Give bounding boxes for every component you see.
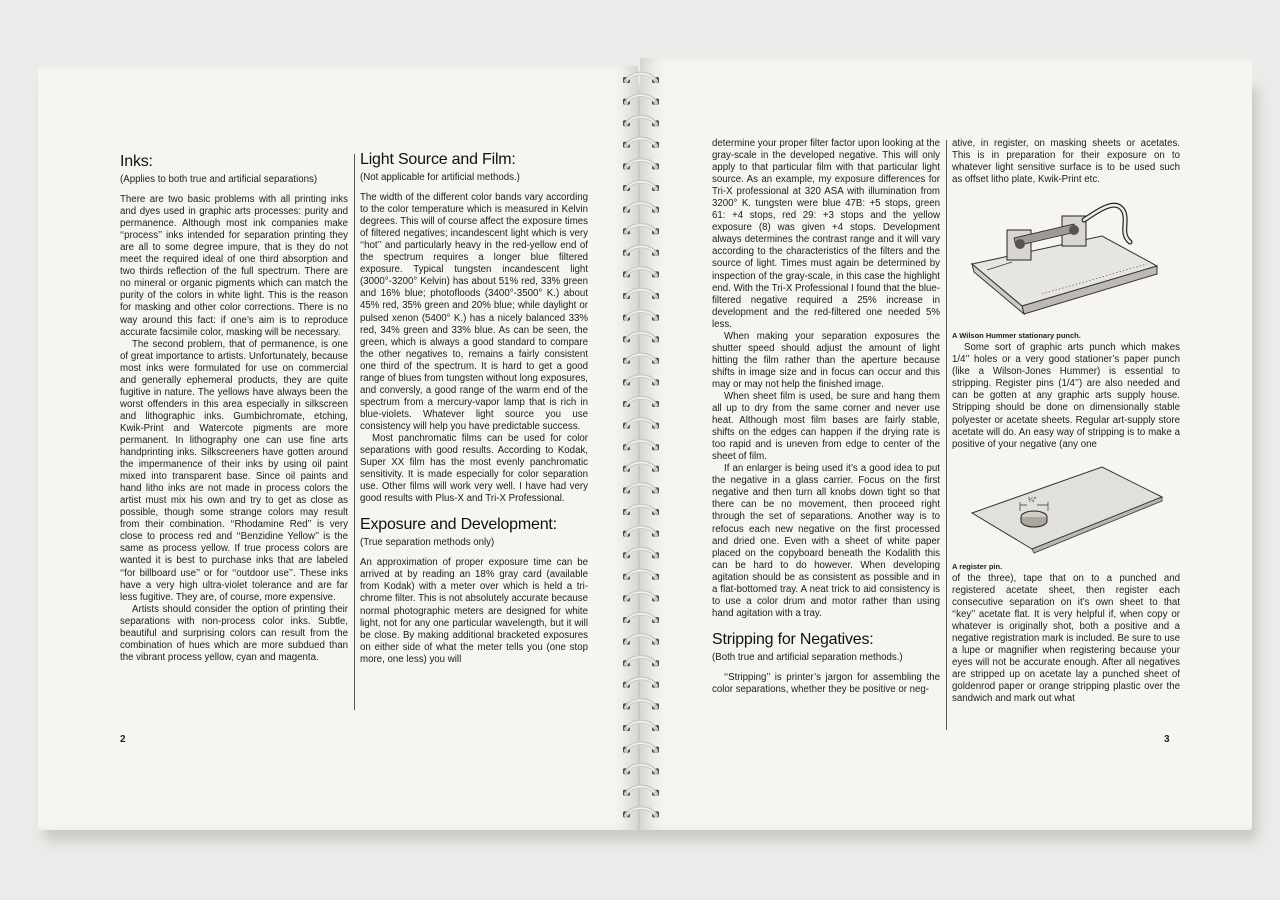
wilson-hummer-punch-illustration xyxy=(952,194,1180,324)
stripping-paragraph-1: ‘‘Stripping’’ is printer’s jargon for assembling the color separations, whether they be positive or neg- xyxy=(712,671,940,695)
light-source-subheading: (Not applicable for artificial methods.) xyxy=(360,172,520,183)
exposure-continued-paragraph-1: determine your proper filter factor upon looking at the gray-scale in the developed negative. This will only apply to that particular film with that particular light source. As an example, my exposure differences for Tri-X professional at 320 ASA with illumination from 3200° K. tungsten were blue 47B: +5 stops, green 61: +4 stops, red 29: +3 stops and the yellow exposure (8) was given +4 stops. Development always determines the contrast range and it will vary according to the characteristics of the filters and the source of light. Times must again be determined by inspection of the gray-scale, in this case the highlight end. With the Tri-X Professional I found that the blue-filtered negative required a 25% increase in development and the red-filtered one needed 5% less. xyxy=(712,138,940,330)
light-source-paragraph-2: Most panchromatic films can be used for color separations with good results. According to Kodak, Super XX film has the most evenly panchromatic sensitivity. It is made especially for color separation use. Other films will work very well. I have had very good results with Plus-X and Tri-X Professional. xyxy=(360,432,588,505)
stripping-heading: Stripping for Negatives: xyxy=(712,630,874,648)
exposure-paragraph-1: An approximation of proper exposure time can be arrived at by reading an 18% gray card (available from Kodak) with a meter over which is held a tri-chrome filter. This is not absolutely accurate because normal photographic meters are designed for white light, not for any one particular wavelength, but it will be close. By making additional bracketed exposures on either side of what the meter tells you (one stop more, one less) you will xyxy=(360,557,588,665)
column-rule-right xyxy=(946,140,947,730)
stripping-paragraph-bottom: of the three), tape that on to a punched and registered acetate sheet, then register each consecutive separation on it’s own sheet to that ‘‘key’’ acetate flat. It is very helpful if, when copy or whatever is originally shot, both a positive and a negative registration mark is included. Be sure to use a lupe or magnifier when registering because your eyes will not be accurate enough. After all negatives are stripped up on acetate lay a punched sheet of goldenrod paper or orange stripping plastic over the sandwich and mark out what xyxy=(952,572,1180,705)
stripping-subheading: (Both true and artificial separation methods.) xyxy=(712,651,903,663)
inks-paragraph-2: The second problem, that of permanence, is one of great importance to artists. Unfortunately, because most inks were formulated for use on commercial and generally ephemeral products, they are quite fugitive in nature. The yellows have always been the worst offenders in this area especially in silkscreen and lithographic inks. Gumbichromate, etching, Kwik-Print and Watercote pigments are more permanent. In lithography one can use fine arts handprinting inks. Silkscreeners have gotten around the impermanence of their inks by using oil paint mixed into transparent base. Since oil paints and hand litho inks are not made in process colors the artist must mix his own and try to get as close as possible, though some strange colors may result from their combination. ‘‘Rhodamine Red’’ is very close to process red and ‘‘Benzidine Yellow’’ is the same as process yellow. If true process colors are wanted it is best to purchase inks that are labeled ‘‘for billboard use’’ or for ‘‘outdoor use’’. These inks have a very high ultra-violet tolerance and are far less fugitive. They are, of course, more expensive. xyxy=(120,338,348,603)
page-number-right: 3 xyxy=(1164,734,1170,745)
right-page xyxy=(640,58,1252,830)
inks-paragraph-3: Artists should consider the option of printing their separations with non-process color inks. Subtle, beautiful and surprising colors can result from the combination of hues which are more subdued than the vibrant process yellow, cyan and magenta. xyxy=(120,603,348,663)
inks-paragraph-1: There are two basic problems with all printing inks and dyes used in graphic arts processes: purity and permanence. Although most ink companies make ‘‘process’’ inks intended for separation printing they are all to some degree impure, that is they do not meet the required ideal of one third absorption and two thirds reflection of the full spectrum. There are no mineral or organic pigments which can match the purity of the colors in white light. This is the reason for masking and other color corrections. There is no way around this fact: if one’s aim is to reproduce accurate facsimile color, masking will be necessary. xyxy=(120,194,348,338)
inks-column xyxy=(120,152,348,664)
register-pin-illustration xyxy=(952,461,1180,557)
light-source-paragraph-1: The width of the different color bands vary according to the color temperature which is measured in Kelvin degrees. This will of course affect the exposure times of filtered negatives; incandescent light which is very ‘‘hot’’ and particularly heavy in the red-yellow end of the spectrum requires a longer blue filtered exposure. Typical tungsten incandescent light (3000°-3200° Kelvin) has about 51% red, 33% green and 16% blue; photofloods (3400°-3500° K.) about 45% red, 35% green and 20% blue; while daylight or pulsed xenon (5400° K.) has a nicely balanced 33% red, 34% green and 33% blue. As can be seen, the green, which is always a good standard to compare the other negatives to, remains a fairly consistent one third of the spectrum. It is hard to get a good range of blues from tungsten without long exposures, and conversly, a good range of the warm end of the spectrum from a mercury-vapor lamp that is rich in blue-violets. Whatever light source you use consistency will help you have predictable success. xyxy=(360,192,588,432)
exposure-subheading: (True separation methods only) xyxy=(360,537,495,549)
exposure-continued-paragraph-2: When making your separation exposures the shutter speed should adjust the amount of light hitting the film rather than the aperture because shifts in image size and in focus can occur and this may or may not help the finished image. xyxy=(712,330,940,390)
spiral-binding xyxy=(618,70,664,830)
exposure-heading: Exposure and Development: xyxy=(360,516,557,534)
register-pin-caption: A register pin. xyxy=(952,561,1003,571)
pin-size-label: ¼″ xyxy=(1027,495,1037,507)
wilson-hummer-caption: A Wilson Hummer stationary punch. xyxy=(952,331,1081,341)
stripping-paragraph-top: ative, in register, on masking sheets or acetates. This is in preparation for their exposure on to whatever light sensitive surface is to be used such as offset litho plate, Kwik-Print etc. xyxy=(952,138,1180,186)
stripping-paragraph-mid: Some sort of graphic arts punch which makes 1/4’’ holes or a very good stationer’s paper punch (like a Wilson-Jones Hummer) is essential to stripping. Register pins (1/4’’) are also needed and can be gotten at any graphic arts supply house. Stripping should be done on dimensionally stable polyester or acetate sheets. Regular art-supply store acetate will do. An easy way of stripping is to make a positive of your negative (any one xyxy=(952,342,1180,450)
light-source-column xyxy=(360,150,588,666)
left-page xyxy=(38,66,638,830)
light-source-heading: Light Source and Film: xyxy=(360,151,516,168)
page-number-left: 2 xyxy=(120,734,126,745)
inks-heading: Inks: xyxy=(120,153,153,170)
register-pin-drawing xyxy=(952,461,1180,557)
column-rule-left xyxy=(354,154,355,710)
exposure-continued-column xyxy=(712,138,940,696)
stripping-column xyxy=(952,138,1180,705)
exposure-continued-paragraph-4: If an enlarger is being used it’s a good idea to put the negative in a glass carrier. Focus on the first negative and then turn all knobs down tight so that there can be no movement, then proceed right through the set of separations. Another way is to refocus each new negative on the first processed and dried one. Even with a sheet of white paper placed on the copyboard beneath the Kodalith this can be hard to do however. When developing agitation should be as consistent as possible and in a flat-bottomed tray. A neat trick to aid consistency is to use a color drum and motor rather than using hand agitation with a tray. xyxy=(712,463,940,619)
exposure-continued-paragraph-3: When sheet film is used, be sure and hang them all up to dry from the same corner and never use heat. Although most film bases are fairly stable, shifts on the edges can happen if the drying rate is too rapid and is uneven from edge to center of the sheet of film. xyxy=(712,390,940,463)
spiral-coils xyxy=(623,74,659,818)
inks-subheading: (Applies to both true and artificial separations) xyxy=(120,174,318,185)
